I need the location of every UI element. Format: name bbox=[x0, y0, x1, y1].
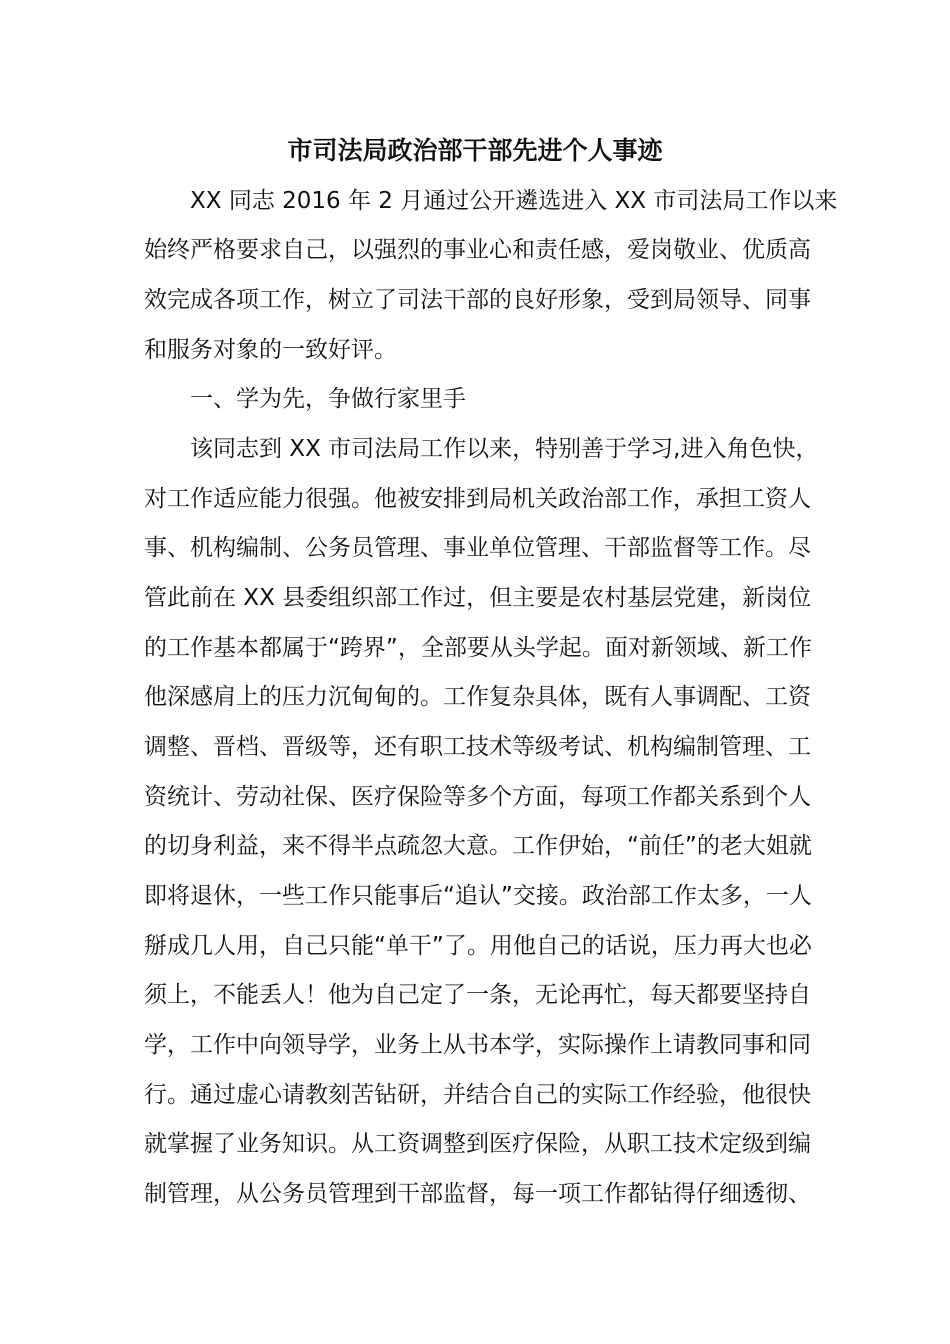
text-line: 制管理，从公务员管理到干部监督，每一项工作都钻得仔细透彻、 bbox=[144, 1181, 811, 1207]
document-title: 市司法局政治部干部先进个人事迹 bbox=[287, 136, 663, 165]
text-line: 管此前在 XX 县委组织部工作过，但主要是农村基层党建，新岗位 bbox=[144, 585, 812, 611]
section-heading: 一、学为先，争做行家里手 bbox=[144, 386, 466, 412]
text-line: XX 同志 2016 年 2 月通过公开遴选进入 XX 市司法局工作以来 bbox=[144, 188, 838, 214]
text-line: 对工作适应能力很强。他被安排到局机关政治部工作，承担工资人 bbox=[144, 486, 811, 512]
text-line: 和服务对象的一致好评。 bbox=[144, 337, 397, 363]
text-line: 事、机构编制、公务员管理、事业单位管理、干部监督等工作。尽 bbox=[144, 535, 811, 561]
text-line: 效完成各项工作，树立了司法干部的良好形象，受到局领导、同事 bbox=[144, 287, 811, 313]
text-line: 就掌握了业务知识。从工资调整到医疗保险，从职工技术定级到编 bbox=[144, 1131, 811, 1157]
text-line: 学，工作中向领导学，业务上从书本学，实际操作上请教同事和同 bbox=[144, 1032, 811, 1058]
text-line: 即将退休，一些工作只能事后“追认”交接。政治部工作太多，一人 bbox=[144, 883, 812, 909]
text-line: 调整、晋档、晋级等，还有职工技术等级考试、机构编制管理、工 bbox=[144, 734, 811, 760]
text-line: 掰成几人用，自己只能“单干”了。用他自己的话说，压力再大也必 bbox=[144, 933, 812, 959]
text-line: 他深感肩上的压力沉甸甸的。工作复杂具体，既有人事调配、工资 bbox=[144, 684, 811, 710]
text-line: 须上，不能丢人！他为自己定了一条，无论再忙，每天都要坚持自 bbox=[144, 982, 811, 1008]
text-line: 的工作基本都属于“跨界”，全部要从头学起。面对新领域、新工作 bbox=[144, 635, 812, 661]
text-line: 资统计、劳动社保、医疗保险等多个方面，每项工作都关系到个人 bbox=[144, 784, 811, 810]
text-line: 始终严格要求自己，以强烈的事业心和责任感，爱岗敬业、优质高 bbox=[144, 237, 811, 263]
text-line: 行。通过虚心请教刻苦钻研，并结合自己的实际工作经验，他很快 bbox=[144, 1082, 811, 1108]
text-line: 该同志到 XX 市司法局工作以来，特别善于学习,进入角色快， bbox=[144, 436, 819, 462]
text-line: 的切身利益，来不得半点疏忽大意。工作伊始，“前任”的老大姐就 bbox=[144, 833, 812, 859]
